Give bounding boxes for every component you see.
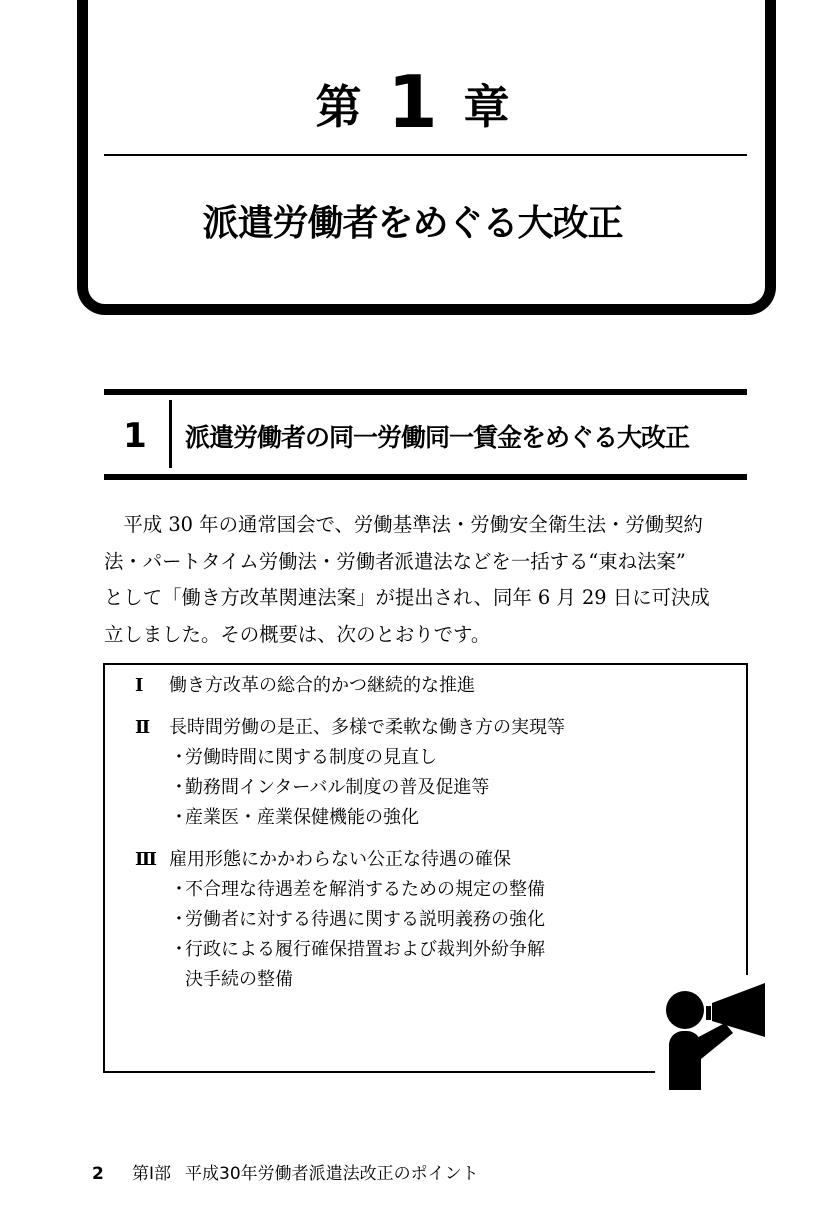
summary-box — [103, 663, 748, 1073]
chapter-frame — [77, 0, 776, 315]
body-line: として「働き方改革関連法案」が提出され、同年 6 月 29 日に可決成 — [104, 586, 710, 609]
section-number-divider — [169, 400, 172, 468]
chapter-suffix: 章 — [463, 80, 510, 134]
roman-numeral: Ⅰ — [135, 675, 144, 696]
sub-item-continuation: 決手続の整備 — [185, 969, 293, 990]
sub-item-text: 労働時間に関する制度の見直し — [185, 747, 437, 768]
summary-heading: 雇用形態にかかわらない公正な待遇の確保 — [169, 849, 511, 870]
sub-list — [135, 875, 695, 995]
sub-item-text: 不合理な待遇差を解消するための規定の整備 — [185, 879, 545, 900]
sub-item — [135, 803, 695, 833]
sub-item-text: 行政による履行確保措置および裁判外紛争解 — [185, 939, 545, 960]
sub-item — [135, 743, 695, 773]
chapter-title: 派遣労働者をめぐる大改正 — [202, 203, 623, 244]
body-line: 法・パートタイム労働法・労働者派遣法などを一括する“東ね法案” — [104, 549, 686, 573]
part-label: 第Ⅰ部 — [132, 1164, 172, 1184]
sub-item — [135, 875, 695, 905]
roman-numeral: Ⅲ — [135, 849, 157, 870]
page-number: 2 — [92, 1164, 104, 1184]
sub-item-text: 労働者に対する待遇に関する説明義務の強化 — [185, 909, 545, 930]
sub-item — [135, 905, 695, 935]
summary-item — [135, 671, 695, 701]
body-paragraph — [104, 507, 749, 653]
megaphone-person-icon — [655, 975, 770, 1090]
summary-list — [135, 671, 695, 995]
page-footer — [92, 1162, 479, 1186]
bullet: ・ — [170, 747, 188, 768]
section-title: 派遣労働者の同一労働同一賃金をめぐる大改正 — [185, 423, 690, 452]
body-line: 立しました。その概要は、次のとおりです。 — [104, 622, 491, 646]
summary-item — [135, 845, 695, 995]
sub-item-text: 産業医・産業保健機能の強化 — [185, 807, 419, 828]
section-number: 1 — [123, 416, 147, 456]
sub-list — [135, 743, 695, 833]
summary-heading: 働き方改革の総合的かつ継続的な推進 — [169, 675, 475, 696]
part-title: 平成30年労働者派遣法改正のポイント — [185, 1164, 479, 1184]
bullet: ・ — [170, 909, 188, 930]
summary-heading: 長時間労働の是正、多様で柔軟な働き方の実現等 — [169, 717, 565, 738]
section-rule-bottom — [104, 474, 747, 480]
section-rule-top — [104, 389, 747, 395]
chapter-divider — [104, 154, 747, 156]
bullet: ・ — [170, 939, 188, 960]
bullet: ・ — [170, 777, 188, 798]
summary-item — [135, 713, 695, 833]
body-line: 平成 30 年の通常国会で、労働基準法・労働安全衛生法・労働契約 — [104, 513, 703, 536]
chapter-prefix: 第 — [315, 80, 362, 134]
bullet: ・ — [170, 879, 188, 900]
bullet: ・ — [170, 807, 188, 828]
chapter-number: 1 — [387, 60, 438, 144]
chapter-heading — [0, 62, 825, 142]
sub-item — [135, 935, 695, 995]
sub-item-text: 勤務間インターバル制度の普及促進等 — [185, 777, 490, 798]
sub-item — [135, 773, 695, 803]
roman-numeral: Ⅱ — [135, 717, 151, 738]
